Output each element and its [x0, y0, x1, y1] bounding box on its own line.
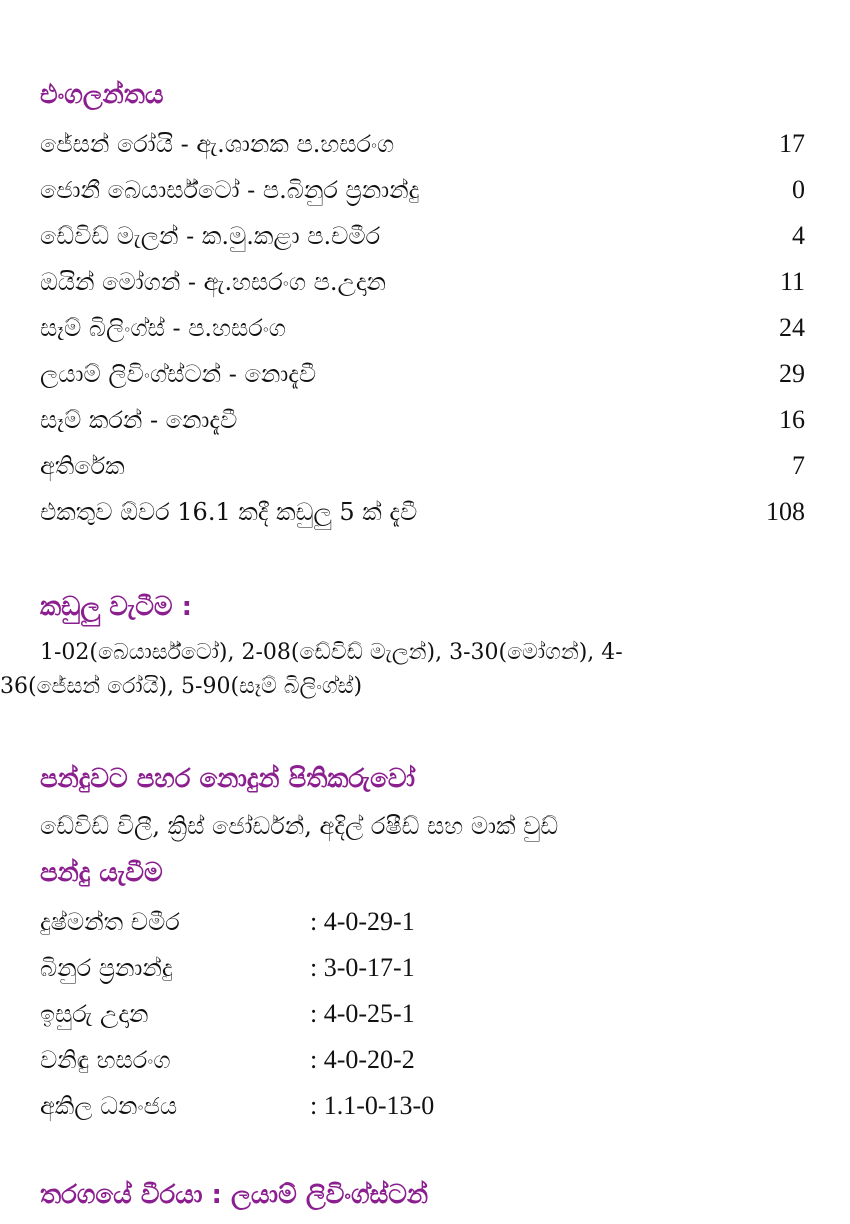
fall-of-wickets-text — [0, 636, 800, 704]
bowler-name: දුෂ්මන්ත චමීර — [40, 908, 180, 936]
bowler-figures: : 3-0-17-1 — [310, 953, 415, 982]
batsman-dismissal: ඩේවිඩ් මැලන් - ක.මු.කළා ප.චමීර — [40, 222, 381, 250]
bowler-figures: : 1.1-0-13-0 — [310, 1091, 435, 1120]
batsman-runs: 11 — [779, 267, 805, 296]
bowling-row — [40, 1040, 415, 1080]
extras-row — [40, 446, 805, 486]
batting-row — [40, 400, 805, 440]
did-not-bat-list: ඩේවිඩ් විලී, ක්‍රිස් ජෝර්ඩන්, අදිල් රෂීඩ් සහ මාක් වුඩ් — [40, 812, 559, 840]
batting-heading: එංගලන්තය — [40, 80, 164, 110]
bowler-figures: : 4-0-25-1 — [310, 999, 415, 1028]
extras-runs: 7 — [792, 451, 805, 480]
fall-of-wickets-heading: කඩුලු වැටීම : — [40, 592, 193, 622]
batsman-dismissal: ජේසන් රෝයි - ඇ.ශානක ප.හසරංග — [40, 130, 395, 158]
bowling-row — [40, 902, 415, 942]
batsman-dismissal: ලයාම් ලිවිංග්ස්ටන් - නොදැවී — [40, 360, 317, 388]
bowler-figures: : 4-0-20-2 — [310, 1045, 415, 1074]
man-of-match-heading: තරගයේ වීරයා : ලයාම් ලිවිංග්ස්ටන් — [40, 1180, 429, 1210]
batsman-runs: 17 — [779, 129, 805, 158]
bowler-figures: : 4-0-29-1 — [310, 907, 415, 936]
bowling-heading: පන්දු යැවීම — [40, 858, 163, 888]
bowler-name: බිනුර ප්‍රනාන්දු — [40, 954, 173, 982]
batting-row — [40, 354, 805, 394]
total-label: එකතුව ඕවර 16.1 කදී කඩුලු 5 ක් දැවී — [40, 498, 418, 526]
batting-row — [40, 308, 805, 348]
batsman-runs: 16 — [779, 405, 805, 434]
batsman-runs: 24 — [779, 313, 805, 342]
bowler-name: ඉසුරු උදාන — [40, 1000, 149, 1028]
bowling-row — [40, 994, 415, 1034]
total-row — [40, 492, 805, 532]
batsman-runs: 4 — [792, 221, 805, 250]
bowler-name: අකිල ධනංජය — [40, 1092, 178, 1120]
fall-of-wickets-line-1: 1-02(බෙයාර්ස්ටෝ), 2-08(ඩේවිඩ් මැලන්), 3-30(මෝගන්), 4- — [40, 640, 623, 665]
batting-row — [40, 170, 805, 210]
batsman-runs: 0 — [792, 175, 805, 204]
bowler-name: වනිඳු හසරංග — [40, 1046, 171, 1074]
batting-row — [40, 216, 805, 256]
bowling-row — [40, 948, 415, 988]
extras-label: අතිරේක — [40, 452, 125, 480]
did-not-bat-heading: පන්දුවට පහර නොදුන් පිතිකරුවෝ — [40, 764, 416, 794]
total-runs: 108 — [766, 497, 805, 526]
batsman-dismissal: ඔයින් මෝගන් - ඇ.හසරංග ප.උදාන — [40, 268, 386, 296]
bowling-row — [40, 1086, 434, 1126]
batsman-dismissal: සෑම් කරන් - නොදැවී — [40, 406, 238, 434]
batsman-runs: 29 — [779, 359, 805, 388]
batting-row — [40, 124, 805, 164]
batsman-dismissal: ජොනී බෙයාර්ස්ටෝ - ප.බිනුර ප්‍රනාන්දු — [40, 176, 420, 204]
batsman-dismissal: සෑම් බිලිංග්ස් - ප.හසරංග — [40, 314, 286, 342]
fall-of-wickets-line-2: 36(ජේසන් රෝයි), 5-90(සෑම් බිලිංග්ස්) — [0, 674, 363, 699]
batting-row — [40, 262, 805, 302]
